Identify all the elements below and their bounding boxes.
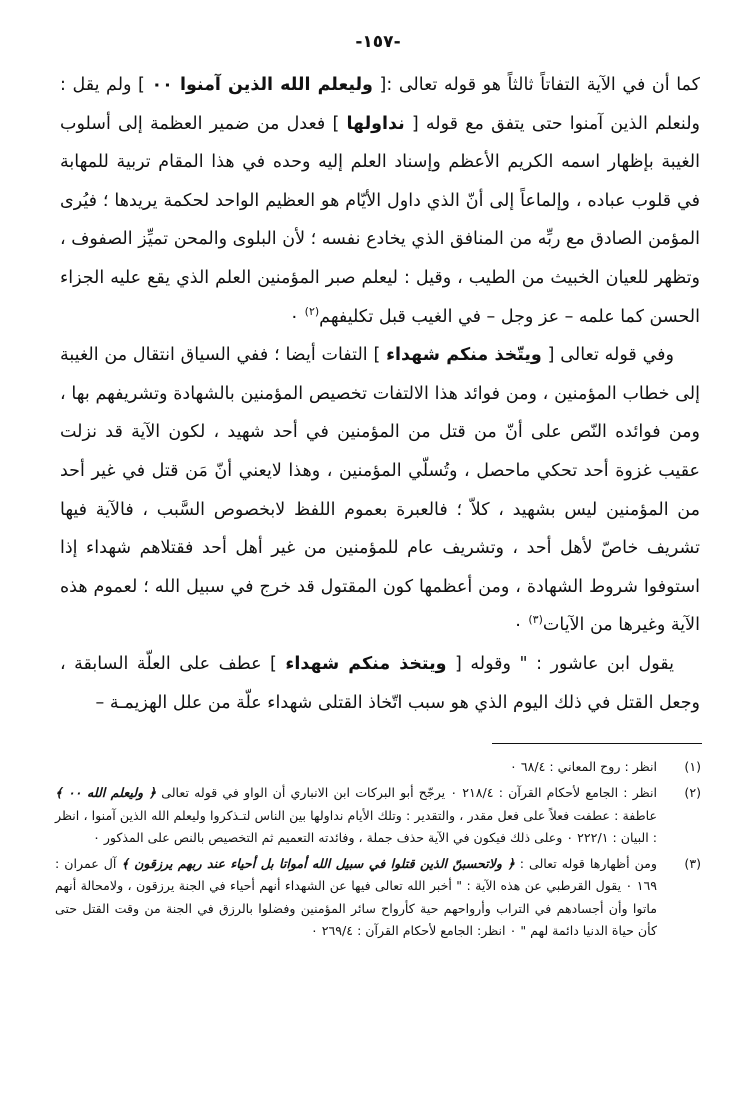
quran-quote: نداولها	[346, 113, 405, 134]
footnote-number: (١)	[684, 759, 701, 774]
text-run: انظر : الجامع لأحكام القرآن : ٢١٨/٤ ٠ يرجّح أبو البركات ابن الانباري أن الواو في قوله تعالى	[156, 785, 657, 801]
footnote-reference: (٢)	[304, 304, 320, 318]
footnote-reference: (٣)	[528, 613, 543, 627]
footnote	[55, 756, 703, 778]
footnote	[55, 853, 703, 942]
footnote-text	[55, 756, 657, 778]
text-run: ] التفات أيضا ؛ ففي السياق انتقال من الغيبة إلى خطاب المؤمنين ، ومن فوائد هذا الالتفات تخصيص المؤمنين بالشهادة وتشريفهم بها ، ومن فوائده النّص على أنّ من قتل من المؤمنين في أحد شهيد ، لكون الآية قد نزلت عقيب غزوة أحد تحكي ماحصل ، وتُسلّي المؤمنين ، وهذا لايعني أنّ مَن قتل في غير أحد من المؤمنين ليس بشهيد ، كلاّ ؛ فالعبرة بعموم اللفظ لابخصوص السَّبب ، فالآية فيها تشريف خاصّ لأهل أحد ، وتشريف عام للمؤمنين من غير أهل أحد فقتلاهم شهداء إذا استوفوا شروط الشهادة ، ومن أعظمها كون المقتول قد خرج في سبيل الله ؛ لعموم هذه الآية وغيرها من الآيات	[60, 345, 700, 636]
text-run: وفي قوله تعالى [	[541, 345, 674, 366]
text-run: ومن أظهارها قوله تعالى :	[514, 856, 657, 872]
quran-quote: ويتّخذ منكم شهداء	[386, 345, 542, 366]
footnote-separator	[492, 743, 702, 744]
paragraph	[60, 66, 700, 336]
text-run: انظر : روح المعاني : ٦٨/٤ ٠	[510, 759, 657, 774]
page-number: -١٥٧-	[355, 32, 401, 52]
quran-quote: ويتخذ منكم شهداء	[285, 653, 447, 674]
paragraph	[60, 645, 700, 722]
footnote-number: (٢)	[684, 785, 701, 801]
text-run: ] ولم يقل : ولنعلم الذين آمنوا حتى يتفق مع قوله [	[60, 75, 700, 134]
footnote	[55, 782, 703, 849]
text-run: يقول ابن عاشور : " وقوله [	[446, 653, 674, 674]
text-run: ] عطف على العلّة السابقة ، وجعل القتل في ذلك اليوم الذي هو سبب اتّخاذ القتلى شهداء علّة من علل الهزيمـة –	[60, 653, 700, 713]
text-run: ٠	[289, 306, 305, 327]
quran-verse: ﴿ ولاتحسبنّ الذين قتلوا في سبيل الله أمواتا بل أحياء عند ربهم يرزقون ﴾	[121, 856, 515, 872]
text-run: كما أن في الآية التفاتاً ثالثاً هو قوله تعالى :[	[372, 75, 700, 95]
main-text	[60, 66, 700, 722]
quran-verse: ﴿ وليعلم الله ٠٠ ﴾	[55, 785, 157, 801]
text-run: عاطفة : عطفت فعلاً على فعل مقدر ، والتقدير : وتلك الأيام نداولها بين الناس لتـذكروا وليعلم الله الذين آمنوا ، انظر : البيان : ٢٢٢/١ ٠ وعلى ذلك فيكون في الآية حذف جملة ، وفائدته التعميم ثم التخصيص بالنص على المذكور ٠	[55, 807, 657, 845]
text-run: ٠	[513, 615, 529, 636]
footnote-text	[55, 853, 657, 942]
footnotes	[55, 756, 703, 946]
text-run: ] فعدل من ضمير العظمة إلى أسلوب الغيبة بإظهار اسمه الكريم الأعظم وإسناد العلم إليه وحده في هذا المقام تربية للمهابة في قلوب عباده ، وإلماعاً إلى أنّ الذي داول الأيّام هو العظيم الواحد لحكمة يريدها ؛ فيُرى المؤمن الصادق مع ربِّه من المنافق الذي يخادع نفسه ؛ لأن البلوى والمحن تميِّز الصفوف ، وتظهر للعيان الخبيث من الطيب ، وقيل : ليعلم صبر المؤمنين العلم الذي يقع عليه الجزاء الحسن كما علمه – عز وجل – في الغيب قبل تكليفهم	[60, 113, 700, 327]
paragraph	[60, 336, 700, 645]
footnote-text	[55, 782, 657, 849]
footnote-number: (٣)	[684, 856, 701, 872]
quran-quote: وليعلم الله الذين آمنوا ٠٠	[151, 75, 373, 95]
text-run: آل عمران : ١٦٩ ٠ يقول القرطبي عن هذه الآية : " أخبر الله تعالى فيها عن الشهداء أنهم أحياء في الجنة يرزقون ، ولامحالة أنهم ماتوا وأن أجسادهم في التراب وأرواحهم حية كأرواح سائر المؤمنين وفضلوا بالرزق في الجنة من وقت القتل حتى كأن حياة الدنيا دائمة لهم " ٠ انظر: الجامع لأحكام القرآن : ٢٦٩/٤ ٠	[55, 856, 657, 939]
